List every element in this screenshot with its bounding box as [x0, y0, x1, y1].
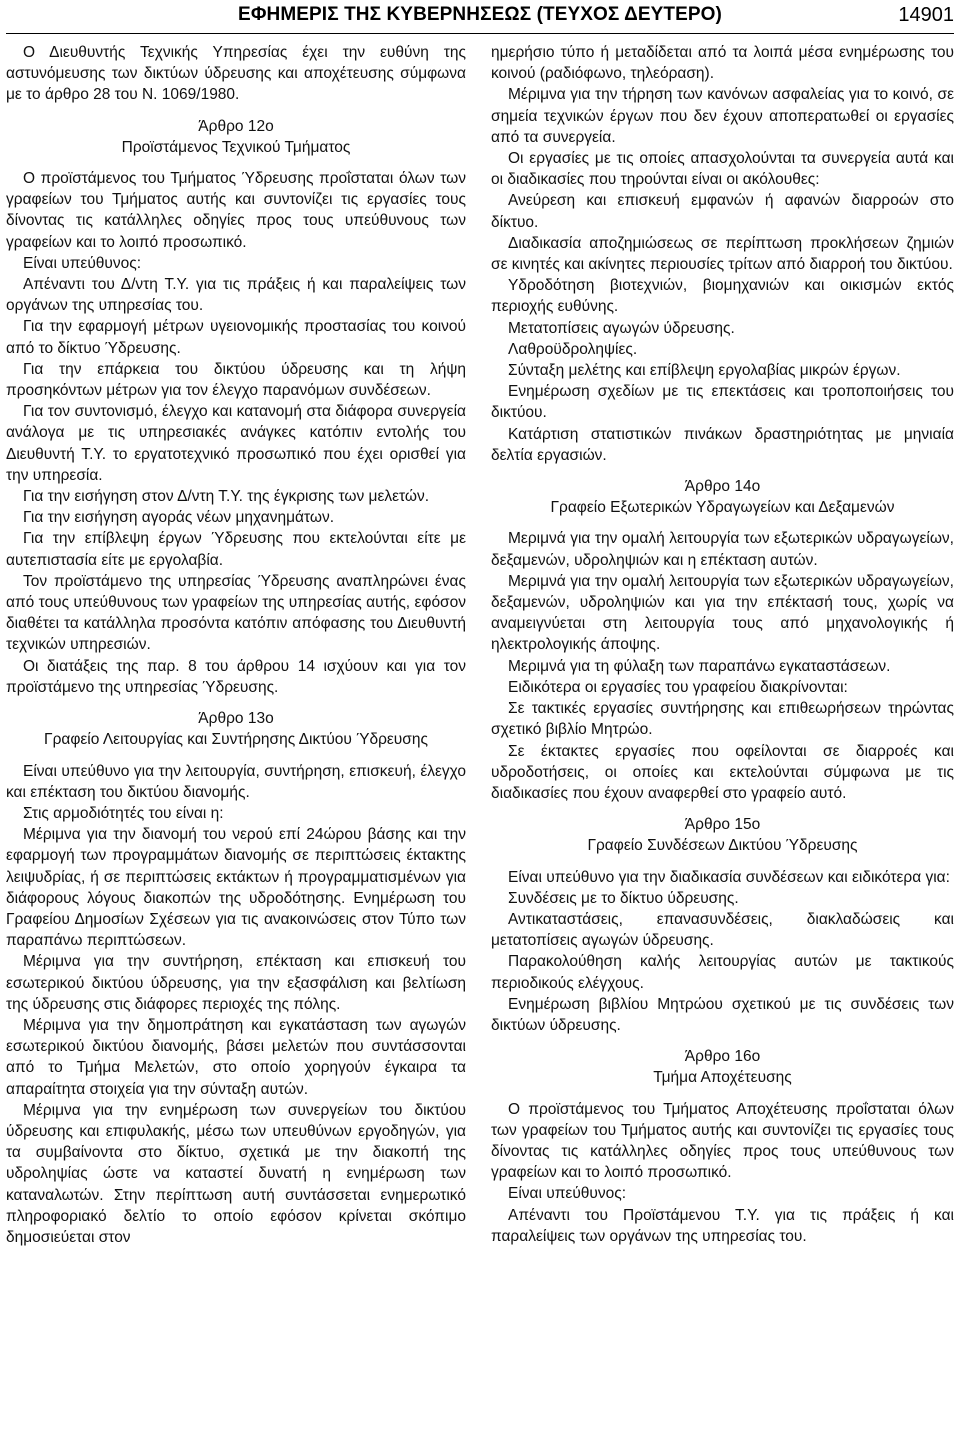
- paragraph: Ενημέρωση σχεδίων με τις επεκτάσεις και τροποποιήσεις του δικτύου.: [491, 383, 954, 422]
- paragraph: Ο Διευθυντής Τεχνικής Υπηρεσίας έχει την ευθύνη της αστυνόμευσης των δικτύων ύδρευσης και αποχέτευσης σύμφωνα με το άρθρο 28 του Ν. 1069/1980.: [6, 44, 466, 104]
- paragraph: Στις αρμοδιότητές του είναι η:: [23, 804, 224, 822]
- paragraph: Σε έκτακτες εργασίες που οφείλονται σε διαρροές και υδροδοτήσεις, οι οποίες και εκτελούνται σύμφωνα με τις διαδικασίες που έχουν αναφερθεί στο γραφείο αυτό.: [491, 742, 954, 802]
- paragraph: Απέναντι του Προϊστάμενου Τ.Υ. για τις πράξεις ή και παραλείψεις των οργάνων της υπηρεσίας του.: [491, 1206, 954, 1245]
- paragraph: Διαδικασία αποζημιώσεως σε περίπτωση προκλήσεων ζημιών σε κινητές και ακίνητες περιουσίες τρίτων από διαρροή του δικτύου.: [491, 234, 954, 274]
- paragraph: Για τον συντονισμό, έλεγχο και κατανομή στα διάφορα συνεργεία ανάλογα με τις υπηρεσιακές ανάγκες κατόπιν εντολής του Διευθυντή Τ.Υ. το εργατοτεχνικό προσωπικό που έχει ορισθεί για την υπηρεσία.: [6, 403, 466, 484]
- paragraph: Μέριμνα για την τήρηση των κανόνων ασφαλείας για το κοινό, σε σημεία τεχνικών έργων που δεν έχουν αποπερατωθεί οι εργασίες από τα συνεργεία.: [491, 86, 954, 146]
- paragraph: Σύνταξη μελέτης και επίβλεψη εργολαβίας μικρών έργων.: [508, 362, 901, 380]
- paragraph: Οι διατάξεις της παρ. 8 του άρθρου 14 ισχύουν και για τον προϊστάμενο της υπηρεσίας Ύδρευσης.: [6, 657, 466, 696]
- paragraph: Είναι υπεύθυνος:: [23, 254, 142, 272]
- article-subheading: Γραφείο Λειτουργίας και Συντήρησης Δικτύου Ύδρευσης: [44, 731, 428, 749]
- paragraph: Υδροδότηση βιοτεχνιών, βιομηχανιών και οικισμών εκτός περιοχής ευθύνης.: [491, 277, 954, 316]
- paragraph: Μεριμνά για τη φύλαξη των παραπάνω εγκαταστάσεων.: [508, 657, 891, 675]
- paragraph: Για την επάρκεια του δικτύου ύδρευσης και τη λήψη προσηκόντων μέτρων για τον έλεγχο παρανόμων συνδέσεων.: [6, 360, 466, 400]
- paragraph: Σε τακτικές εργασίες συντήρησης και επιθεωρήσεων τηρώντας σχετικό βιβλίο Μητρώο.: [491, 700, 954, 739]
- article-subheading: Προϊστάμενος Τεχνικού Τμήματος: [121, 138, 351, 156]
- article-heading: Άρθρο 16ο: [684, 1048, 761, 1066]
- paragraph: Για την εισήγηση στον Δ/ντη Τ.Υ. της έγκρισης των μελετών.: [23, 488, 430, 506]
- paragraph: Κατάρτιση στατιστικών πινάκων δραστηριότητας με μηνιαία δελτία εργασιών.: [491, 425, 954, 464]
- left-column: [6, 42, 466, 1248]
- paragraph: Είναι υπεύθυνο για την διαδικασία συνδέσεων και ειδικότερα για:: [508, 868, 950, 886]
- paragraph: Είναι υπεύθυνος:: [508, 1185, 627, 1203]
- paragraph: Ενημέρωση βιβλίου Μητρώου σχετικού με τις συνδέσεις των δικτύων ύδρευσης.: [491, 995, 954, 1034]
- paragraph: Συνδέσεις με το δίκτυο ύδρευσης.: [508, 889, 739, 907]
- article-heading: Άρθρο 14ο: [684, 478, 761, 496]
- paragraph: Είναι υπεύθυνο για την λειτουργία, συντήρηση, επισκευή, έλεγχο και επέκταση του δικτύου διανομής.: [6, 762, 466, 801]
- paragraph: ημερήσιο τύπο ή μεταδίδεται από τα λοιπά μέσα ενημέρωσης του κοινού (ραδιόφωνο, τηλεόραση).: [491, 44, 954, 83]
- paragraph: Ειδικότερα οι εργασίες του γραφείου διακρίνονται:: [508, 678, 848, 696]
- article-heading: Άρθρο 13ο: [198, 710, 274, 728]
- paragraph: Απέναντι του Δ/ντη Τ.Υ. για τις πράξεις ή και παραλείψεις των οργάνων της υπηρεσίας του.: [6, 276, 466, 315]
- paragraph: Για την εφαρμογή μέτρων υγειονομικής προστασίας του κοινού από το δίκτυο Ύδρευσης.: [6, 318, 466, 357]
- paragraph: Λαθροϋδροληψίες.: [508, 340, 638, 358]
- paragraph: Αντικαταστάσεις, επανασυνδέσεις, διακλαδώσεις και μετατοπίσεις αγωγών ύδρευσης.: [491, 910, 954, 950]
- paragraph: Για την επίβλεψη έργων Ύδρευσης που εκτελούνται είτε με αυτεπιστασία είτε με εργολαβία.: [6, 530, 466, 569]
- article-subheading: Τμήμα Αποχέτευσης: [653, 1069, 792, 1087]
- paragraph: Παρακολούθηση καλής λειτουργίας αυτών με τακτικούς περιοδικούς ελέγχους.: [491, 953, 954, 992]
- paragraph: Μέριμνα για την διανομή του νερού επί 24ώρου βάσης και την εφαρμογή των προγραμμάτων διανομής σε περιπτώσεις έκτακτης λειψυδρίας, ή σε περιπτώσεις εκτάκτων ή προγραμματισμένων για διάφορους λόγους διακοπών της υδροδότησης. Ενημέρωση του Γραφείου Δημοσίων Σχέσεων για τις ανακοινώσεις στον Τύπο των παραπάνω περιπτώσεων.: [6, 826, 466, 950]
- paragraph: Μεριμνά για την ομαλή λειτουργία των εξωτερικών υδραγωγείων, δεξαμενών, υδροληψιών και η επέκταση αυτών.: [491, 530, 954, 569]
- paragraph: Μεριμνά για την ομαλή λειτουργία των εξωτερικών υδραγωγείων, δεξαμενών, υδροληψιών και για την επέκτασή τους, χωρίς να αναμειγνύεται στη λειτουργία τους από μηχανολογικής ή ηλεκτρολογικής άποψης.: [491, 572, 954, 654]
- paragraph: Μέριμνα για την συντήρηση, επέκταση και επισκευή του εσωτερικού δικτύου ύδρευσης, για την εξασφάλιση και βελτίωση της ύδρευσης στις διάφορες περιοχές της πόλης.: [6, 953, 466, 1013]
- paragraph: Μετατοπίσεις αγωγών ύδρευσης.: [508, 319, 735, 337]
- article-subheading: Γραφείο Εξωτερικών Υδραγωγείων και Δεξαμενών: [550, 499, 895, 517]
- article-heading: Άρθρο 12ο: [198, 117, 274, 135]
- paragraph: Ανεύρεση και επισκευή εμφανών ή αφανών διαρροών στο δίκτυο.: [491, 192, 954, 231]
- gazette-title: ΕΦΗΜΕΡΙΣ ΤΗΣ ΚΥΒΕΡΝΗΣΕΩΣ (ΤΕΥΧΟΣ ΔΕΥΤΕΡΟ): [238, 4, 722, 25]
- page-number: 14901: [898, 4, 954, 26]
- paragraph: Μέριμνα για την δημοπράτηση και εγκατάσταση των αγωγών εσωτερικού δικτύου διανομής, βάσει μελετών που συντάσσονται από το Τμήμα Μελετών, στο οποίο χορηγούν έγκαιρα τα απαραίτητα στοιχεία για την σύνταξη αυτών.: [6, 1016, 466, 1098]
- page-header: [0, 0, 960, 36]
- paragraph: Οι εργασίες με τις οποίες απασχολούνται τα συνεργεία αυτά και οι διαδικασίες που τηρούνται είναι οι ακόλουθες:: [491, 150, 954, 189]
- article-heading: Άρθρο 15ο: [684, 816, 761, 834]
- header-rule: [6, 33, 954, 34]
- paragraph: Για την εισήγηση αγοράς νέων μηχανημάτων.: [23, 509, 335, 527]
- paragraph: Μέριμνα για την ενημέρωση των συνεργείων του δικτύου ύδρευσης και επιφυλακής, μέσω των υπευθύνων εργοδηγών, για τα συμβαίνοντα στο δίκτυο, σχετικά με την διακοπή της υδροληψίας ώστε να καταστεί δυνατή η ενημέρωση των καταναλωτών. Στην περίπτωση αυτή συντάσσεται ενημερωτικό πληροφοριακό δελτίο το οποίο εφόσον κρίνεται σκόπιμο δημοσιεύεται στον: [6, 1101, 466, 1246]
- paragraph: Ο προϊστάμενος του Τμήματος Ύδρευσης προΐσταται όλων των γραφείων του Τμήματος αυτής και συντονίζει τις εργασίες τους δίνοντας τις κατάλληλες οδηγίες προς τους υπεύθυνους των γραφείων και το λοιπό προσωπικό.: [6, 170, 466, 251]
- right-column: [491, 42, 954, 1247]
- paragraph: Τον προϊστάμενο της υπηρεσίας Ύδρευσης αναπληρώνει ένας από τους υπεύθυνους των γραφείων της υπηρεσίας αυτής, εφόσον διαθέτει τα κατάλληλα προσόντα κατόπιν απόφασης του Διευθυντή τεχνικών υπηρεσιών.: [6, 572, 466, 654]
- article-subheading: Γραφείο Συνδέσεων Δικτύου Ύδρευσης: [587, 837, 858, 855]
- paragraph: Ο προϊστάμενος του Τμήματος Αποχέτευσης προΐσταται όλων των γραφείων του Τμήματος αυτής και συντονίζει τις εργασίες τους δίνοντας τις κατάλληλες οδηγίες προς τους υπεύθυνους των γραφείων και το λοιπό προσωπικό.: [491, 1100, 954, 1182]
